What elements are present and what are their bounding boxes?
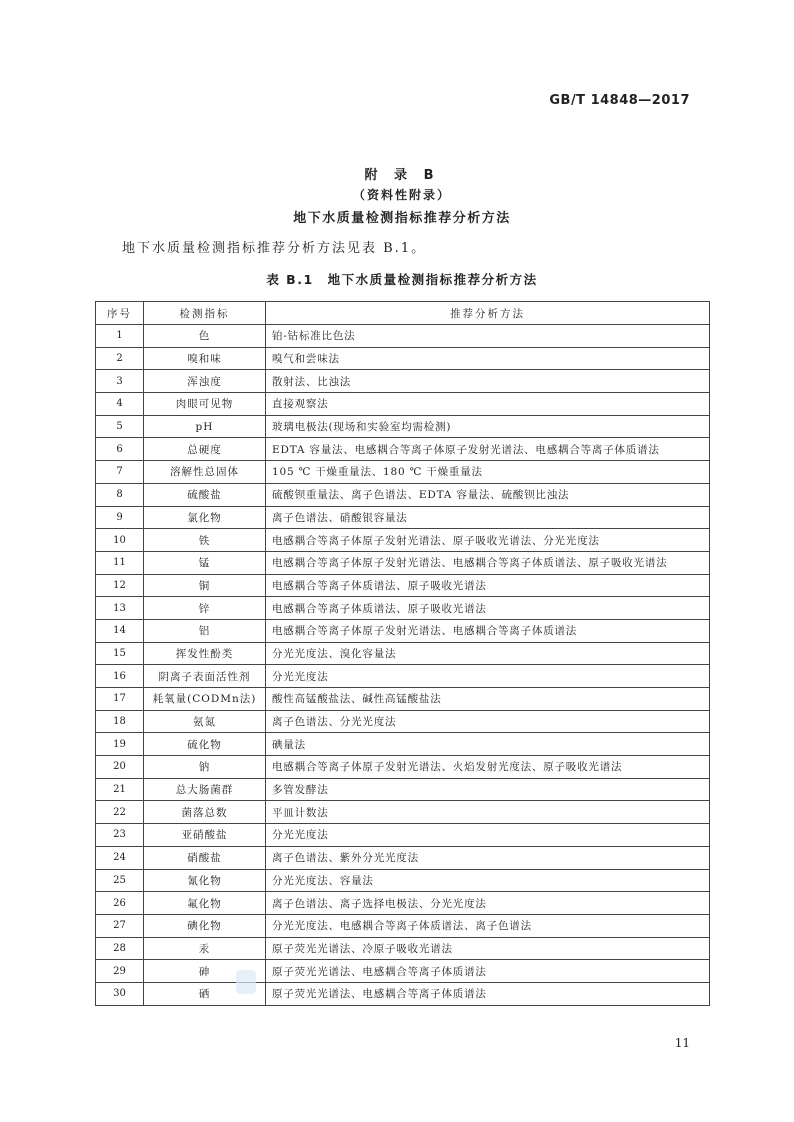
row-indicator: 汞	[144, 937, 266, 960]
methods-table	[95, 301, 710, 1006]
table-row	[96, 778, 710, 801]
row-indicator: 钠	[144, 756, 266, 779]
header-indicator: 检测指标	[144, 302, 266, 325]
row-indicator: 硒	[144, 982, 266, 1005]
row-method: 离子色谱法、紫外分光光度法	[266, 846, 710, 869]
row-method: 平皿计数法	[266, 801, 710, 824]
row-indicator: 挥发性酚类	[144, 642, 266, 665]
table-row	[96, 461, 710, 484]
row-method: 分光光度法	[266, 824, 710, 847]
table-row	[96, 529, 710, 552]
row-indicator: 耗氧量(CODMn法)	[144, 688, 266, 711]
table-row	[96, 960, 710, 983]
row-indicator: 砷	[144, 960, 266, 983]
table-header-row	[96, 302, 710, 325]
row-number: 28	[96, 937, 144, 960]
table-row	[96, 619, 710, 642]
row-number: 1	[96, 325, 144, 348]
row-number: 25	[96, 869, 144, 892]
row-method: 碘量法	[266, 733, 710, 756]
row-number: 14	[96, 619, 144, 642]
row-indicator: 阴离子表面活性剂	[144, 665, 266, 688]
row-method: 嗅气和尝味法	[266, 347, 710, 370]
table-row	[96, 733, 710, 756]
row-number: 30	[96, 982, 144, 1005]
row-number: 2	[96, 347, 144, 370]
table-row	[96, 393, 710, 416]
row-method: 电感耦合等离子体原子发射光谱法、火焰发射光度法、原子吸收光谱法	[266, 756, 710, 779]
table-row	[96, 642, 710, 665]
row-number: 8	[96, 483, 144, 506]
table-row	[96, 347, 710, 370]
table-body	[96, 325, 710, 1006]
row-indicator: 色	[144, 325, 266, 348]
row-number: 20	[96, 756, 144, 779]
table-row	[96, 574, 710, 597]
row-indicator: 碘化物	[144, 914, 266, 937]
row-method: 分光光度法、电感耦合等离子体质谱法、离子色谱法	[266, 914, 710, 937]
row-method: 多管发酵法	[266, 778, 710, 801]
table-row	[96, 801, 710, 824]
row-indicator: 氯化物	[144, 506, 266, 529]
row-number: 15	[96, 642, 144, 665]
row-method: 原子荧光光谱法、电感耦合等离子体质谱法	[266, 982, 710, 1005]
row-indicator: 铝	[144, 619, 266, 642]
row-indicator: 氰化物	[144, 869, 266, 892]
row-method: 铂-钴标准比色法	[266, 325, 710, 348]
row-number: 16	[96, 665, 144, 688]
row-number: 4	[96, 393, 144, 416]
row-method: 电感耦合等离子体原子发射光谱法、电感耦合等离子体质谱法、原子吸收光谱法	[266, 551, 710, 574]
table-row	[96, 370, 710, 393]
row-method: 105 ℃ 干燥重量法、180 ℃ 干燥重量法	[266, 461, 710, 484]
row-method: 电感耦合等离子体原子发射光谱法、原子吸收光谱法、分光光度法	[266, 529, 710, 552]
table-row	[96, 982, 710, 1005]
row-method: 原子荧光光谱法、冷原子吸收光谱法	[266, 937, 710, 960]
table-row	[96, 869, 710, 892]
header-number: 序号	[96, 302, 144, 325]
row-method: 电感耦合等离子体质谱法、原子吸收光谱法	[266, 597, 710, 620]
table-row	[96, 824, 710, 847]
row-method: 玻璃电极法(现场和实验室均需检测)	[266, 415, 710, 438]
row-method: 离子色谱法、分光光度法	[266, 710, 710, 733]
row-indicator: 浑浊度	[144, 370, 266, 393]
table-row	[96, 506, 710, 529]
row-number: 18	[96, 710, 144, 733]
row-number: 13	[96, 597, 144, 620]
row-method: 电感耦合等离子体原子发射光谱法、电感耦合等离子体质谱法	[266, 619, 710, 642]
row-method: 直接观察法	[266, 393, 710, 416]
row-indicator: 硫酸盐	[144, 483, 266, 506]
row-number: 5	[96, 415, 144, 438]
table-row	[96, 937, 710, 960]
row-method: 酸性高锰酸盐法、碱性高锰酸盐法	[266, 688, 710, 711]
row-indicator: 硝酸盐	[144, 846, 266, 869]
table-row	[96, 914, 710, 937]
table-row	[96, 438, 710, 461]
table-row	[96, 551, 710, 574]
table-row	[96, 756, 710, 779]
row-indicator: 肉眼可见物	[144, 393, 266, 416]
watermark-mark	[236, 970, 256, 994]
row-method: 分光光度法、容量法	[266, 869, 710, 892]
appendix-subtitle: 地下水质量检测指标推荐分析方法	[293, 211, 511, 226]
row-indicator: 菌落总数	[144, 801, 266, 824]
row-method: 分光光度法、溴化容量法	[266, 642, 710, 665]
row-indicator: 铁	[144, 529, 266, 552]
row-method: 离子色谱法、离子选择电极法、分光光度法	[266, 892, 710, 915]
row-indicator: 氨氮	[144, 710, 266, 733]
row-number: 21	[96, 778, 144, 801]
row-indicator: 氟化物	[144, 892, 266, 915]
table-row	[96, 415, 710, 438]
row-method: 电感耦合等离子体质谱法、原子吸收光谱法	[266, 574, 710, 597]
row-indicator: 总硬度	[144, 438, 266, 461]
intro-paragraph: 地下水质量检测指标推荐分析方法见表 B.1。	[122, 241, 427, 256]
row-number: 26	[96, 892, 144, 915]
row-indicator: 铜	[144, 574, 266, 597]
row-method: 离子色谱法、硝酸银容量法	[266, 506, 710, 529]
page-number: 11	[674, 1036, 690, 1050]
appendix-title: 附 录 B	[364, 168, 440, 183]
row-number: 11	[96, 551, 144, 574]
table-row	[96, 892, 710, 915]
row-number: 17	[96, 688, 144, 711]
row-indicator: 溶解性总固体	[144, 461, 266, 484]
table-row	[96, 597, 710, 620]
row-indicator: 锌	[144, 597, 266, 620]
row-number: 6	[96, 438, 144, 461]
row-method: 散射法、比浊法	[266, 370, 710, 393]
row-indicator: 硫化物	[144, 733, 266, 756]
row-number: 22	[96, 801, 144, 824]
row-method: 硫酸钡重量法、离子色谱法、EDTA 容量法、硫酸钡比浊法	[266, 483, 710, 506]
table-row	[96, 710, 710, 733]
table-row	[96, 688, 710, 711]
row-method: EDTA 容量法、电感耦合等离子体原子发射光谱法、电感耦合等离子体质谱法	[266, 438, 710, 461]
standard-code: GB/T 14848—2017	[549, 93, 690, 108]
row-indicator: 嗅和味	[144, 347, 266, 370]
row-number: 3	[96, 370, 144, 393]
row-number: 27	[96, 914, 144, 937]
row-number: 7	[96, 461, 144, 484]
row-method: 原子荧光光谱法、电感耦合等离子体质谱法	[266, 960, 710, 983]
row-number: 24	[96, 846, 144, 869]
row-number: 19	[96, 733, 144, 756]
row-indicator: 锰	[144, 551, 266, 574]
row-method: 分光光度法	[266, 665, 710, 688]
appendix-note: （资料性附录）	[352, 188, 451, 202]
row-indicator: 总大肠菌群	[144, 778, 266, 801]
header-method: 推荐分析方法	[266, 302, 710, 325]
table-row	[96, 483, 710, 506]
table-caption: 表 B.1 地下水质量检测指标推荐分析方法	[266, 272, 538, 287]
table-row	[96, 665, 710, 688]
row-number: 12	[96, 574, 144, 597]
row-indicator: 亚硝酸盐	[144, 824, 266, 847]
row-number: 23	[96, 824, 144, 847]
row-number: 29	[96, 960, 144, 983]
row-indicator: pH	[144, 415, 266, 438]
table-row	[96, 325, 710, 348]
row-number: 10	[96, 529, 144, 552]
row-number: 9	[96, 506, 144, 529]
table-row	[96, 846, 710, 869]
